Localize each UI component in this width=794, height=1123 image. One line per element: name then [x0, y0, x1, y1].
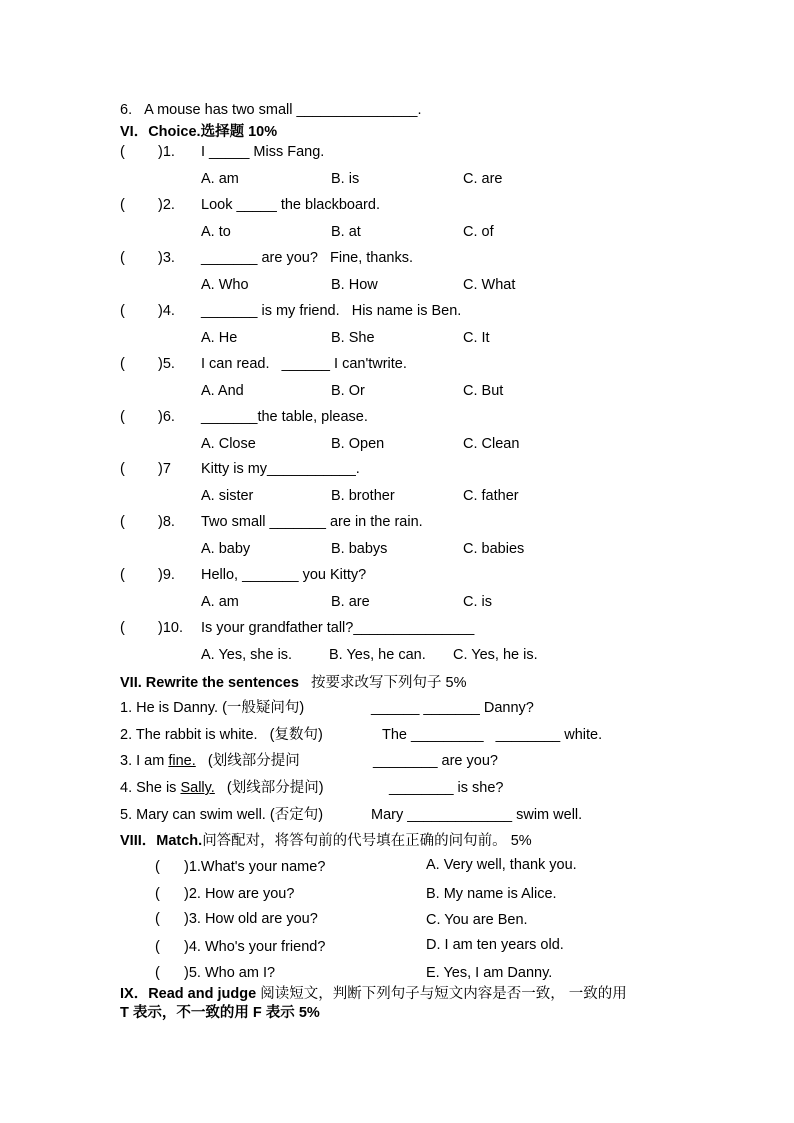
rewrite-answer-blank: ________ is she? — [389, 780, 504, 796]
choice-bracket: ( — [120, 250, 125, 266]
choice-option-a: A. am — [201, 594, 239, 610]
rewrite-answer-blank: Mary _____________ swim well. — [371, 807, 583, 823]
choice-question-text: I _____ Miss Fang. — [201, 144, 325, 160]
rewrite-hint: (划线部分提问 — [195, 753, 300, 769]
choice-bracket: ( — [120, 409, 125, 425]
rewrite-answer-blank: ______ _______ Danny? — [371, 700, 534, 716]
choice-question-text: Is your grandfather tall?_______________ — [201, 620, 475, 636]
match-question: ( )2. How are you? — [155, 886, 295, 902]
choice-option-a: A. am — [201, 171, 239, 187]
section-vii-subtitle: 按要求改写下列句子 5% — [311, 675, 467, 691]
choice-bracket: ( — [120, 514, 125, 530]
choice-option-a: A. And — [201, 383, 244, 399]
choice-option-b: B. are — [331, 594, 370, 610]
rewrite-item: 1. He is Danny. (一般疑问句) — [120, 700, 305, 716]
choice-question-text: _______ are you? Fine, thanks. — [201, 250, 414, 266]
section-viii-title: VIII．Match. — [120, 833, 203, 849]
section-ix-title: IX．Read and judge — [120, 986, 257, 1002]
choice-option-c: C. are — [463, 171, 503, 187]
section-vii-heading — [120, 674, 467, 692]
match-question: ( )3. How old are you? — [155, 911, 318, 927]
section-ix-subtitle: 阅读短文，判断下列句子与短文内容是否一致， 一致的用 — [260, 986, 627, 1002]
section-vi-title: VI．Choice. — [120, 124, 201, 140]
choice-option-a: A. sister — [201, 488, 254, 504]
rewrite-answer-blank: The _________ ________ white. — [382, 727, 603, 743]
choice-option-c: C. Yes, he is. — [453, 647, 538, 663]
match-answer: D. I am ten years old. — [426, 937, 564, 953]
choice-question-text: I can read. ______ I can'twrite. — [201, 356, 407, 372]
section-ix-heading — [120, 985, 627, 1003]
choice-bracket: ( — [120, 356, 125, 372]
match-question: ( )1.What's your name? — [155, 859, 326, 875]
choice-number: )10. — [158, 620, 183, 636]
choice-option-a: A. He — [201, 330, 238, 346]
choice-bracket: ( — [120, 620, 125, 636]
underlined-word: Sally. — [180, 780, 215, 796]
choice-question-text: Look _____ the blackboard. — [201, 197, 380, 213]
choice-option-a: A. baby — [201, 541, 251, 557]
choice-option-b: B. Or — [331, 383, 365, 399]
choice-option-c: C. Clean — [463, 436, 520, 452]
choice-option-b: B. babys — [331, 541, 388, 557]
rewrite-item — [120, 752, 300, 770]
rewrite-text: 4. She is — [120, 780, 181, 796]
rewrite-item: 2. The rabbit is white. (复数句) — [120, 727, 323, 743]
section-vi-subtitle: 选择题 10% — [200, 124, 278, 140]
choice-number: )2. — [158, 197, 175, 213]
choice-question-text: Two small _______ are in the rain. — [201, 514, 423, 530]
section-ix-subtitle-line2: T 表示，不一致的用 F 表示 5% — [120, 1005, 320, 1021]
choice-option-c: C. of — [463, 224, 494, 240]
choice-number: )5. — [158, 356, 175, 372]
choice-number: )7 — [158, 461, 171, 477]
section-vi-heading — [120, 123, 277, 141]
choice-number: )6. — [158, 409, 175, 425]
choice-number: )3. — [158, 250, 175, 266]
choice-bracket: ( — [120, 197, 125, 213]
choice-option-c: C. What — [463, 277, 516, 293]
match-question: ( )4. Who's your friend? — [155, 939, 326, 955]
rewrite-item: 5. Mary can swim well. (否定句) — [120, 807, 324, 823]
underlined-word: fine. — [168, 753, 196, 769]
choice-option-b: B. Yes, he can. — [329, 647, 426, 663]
choice-option-a: A. to — [201, 224, 231, 240]
choice-number: )9. — [158, 567, 175, 583]
rewrite-item — [120, 779, 324, 797]
question-6-line: 6. A mouse has two small _______________. — [120, 102, 422, 118]
choice-option-b: B. How — [331, 277, 378, 293]
choice-option-a: A. Yes, she is. — [201, 647, 293, 663]
rewrite-text: 3. I am — [120, 753, 169, 769]
choice-number: )1. — [158, 144, 175, 160]
choice-bracket: ( — [120, 303, 125, 319]
choice-option-c: C. babies — [463, 541, 525, 557]
section-viii-heading — [120, 832, 532, 850]
choice-question-text: Hello, _______ you Kitty? — [201, 567, 367, 583]
choice-option-c: C. father — [463, 488, 519, 504]
choice-option-a: A. Close — [201, 436, 256, 452]
rewrite-hint: (划线部分提问) — [214, 780, 324, 796]
section-vii-title: VII. Rewrite the sentences — [120, 675, 299, 691]
choice-question-text: _______ is my friend. His name is Ben. — [201, 303, 462, 319]
choice-number: )4. — [158, 303, 175, 319]
choice-option-a: A. Who — [201, 277, 249, 293]
match-answer: E. Yes, I am Danny. — [426, 965, 553, 981]
choice-number: )8. — [158, 514, 175, 530]
rewrite-answer-blank: ________ are you? — [373, 753, 498, 769]
choice-question-text: Kitty is my___________. — [201, 461, 360, 477]
choice-option-c: C. But — [463, 383, 504, 399]
choice-option-b: B. is — [331, 171, 360, 187]
choice-option-c: C. is — [463, 594, 492, 610]
match-answer: C. You are Ben. — [426, 912, 528, 928]
choice-question-text: _______the table, please. — [201, 409, 368, 425]
choice-option-c: C. It — [463, 330, 490, 346]
choice-bracket: ( — [120, 461, 125, 477]
choice-option-b: B. at — [331, 224, 361, 240]
choice-bracket: ( — [120, 144, 125, 160]
choice-option-b: B. brother — [331, 488, 395, 504]
match-answer: A. Very well, thank you. — [426, 857, 577, 873]
match-question: ( )5. Who am I? — [155, 965, 276, 981]
match-answer: B. My name is Alice. — [426, 886, 557, 902]
choice-bracket: ( — [120, 567, 125, 583]
section-viii-subtitle: 问答配对，将答句前的代号填在正确的问句前。 5% — [202, 833, 532, 849]
choice-option-b: B. She — [331, 330, 375, 346]
choice-option-b: B. Open — [331, 436, 385, 452]
